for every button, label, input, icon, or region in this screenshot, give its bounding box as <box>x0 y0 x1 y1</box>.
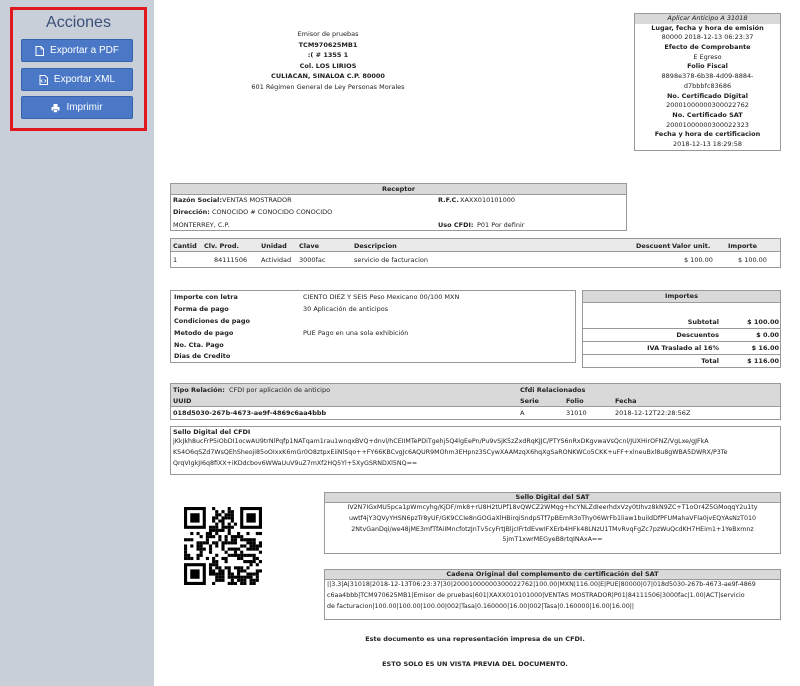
item-cantidad: 1 <box>173 256 178 264</box>
razon-social-label: Razón Social: <box>173 196 222 204</box>
actions-panel <box>10 7 147 131</box>
subtotal-label: Subtotal <box>687 318 719 326</box>
sidebar <box>0 0 154 686</box>
folio-label: Folio <box>566 397 584 405</box>
cert-date-value: 2018-12-13 18:29:58 <box>672 139 743 148</box>
cadena-line-2: c6aa4bbb|TCM970625MB1|Emisor de pruebas|601|XAXX010101000|VENTAS MOSTRADOR|P01|84111506|3000fac|1.00|ACT|servicio <box>327 591 745 599</box>
cadena-original-label: Cadena Original del complemento de certificación del SAT <box>325 570 780 580</box>
item-clave-producto: 84111506 <box>214 256 248 264</box>
cadena-line-3: de facturacion|100.00|100.00|100.00|002|Tasa|0.160000|16.00|002|Tasa|0.160000|16.00|16.00|| <box>327 602 634 610</box>
sello-sat-line-3: 2NtvGanDqi/we48jME3mfTfAiIMncfotzJnTv5cyFrtJBljcIFrtdEvwIFXErb4HFk48LNzU1TMvRvqFgZc7pzWuQcdKH7HEim1+1YeBxmnz <box>351 525 754 533</box>
payment-label-metodo: Metodo de pago <box>174 329 234 337</box>
sello-cfdi-text <box>173 437 779 469</box>
export-xml-button[interactable] <box>21 68 133 91</box>
sello-sat-text <box>326 503 779 546</box>
sello-cfdi-line-2: KS4O6qSZd7WsQEhSheoji85oOIxxK6mGr0O8ztpxEiiNlSqo++FY66KBCvgJc6AQUR9MOhm3EHpnz3SCywXAAMzqX6hqXgSaRONKWCo5CKK+uFF+xlneuBxl8u8gWBA5DWRX/P3Te <box>173 448 728 456</box>
payment-value-importe-letra: CIENTO DIEZ Y SEIS Peso Mexicano 00/100 MXN <box>303 293 460 301</box>
city-value: MONTERREY, C.P. <box>173 221 230 229</box>
payment-label-forma: Forma de pago <box>174 305 229 313</box>
file-pdf-icon <box>35 46 44 56</box>
direccion-value: CONOCIDO # CONOCIDO CONOCIDO <box>212 208 333 216</box>
sello-sat-line-4: 5jmT1xwrMEGyeB8rtqINAxA== <box>502 536 603 544</box>
invoice-type-header: Aplicar Anticipo A 31018 <box>635 14 780 24</box>
folio-value: 31010 <box>566 409 587 417</box>
item-valor-unitario: $ 100.00 <box>684 256 713 264</box>
sello-sat-line-2: uwtf4jY3QVyYHSN6pzTr8yUF/GK9CCIe8nGOGaXlHBirqiSndpSTf7pBEmR3oThy06WrFb1liaw1buildDfPFUMahaVFla0jvEQYAsNzT010 <box>348 514 757 522</box>
folio-fiscal-label: Folio Fiscal <box>687 62 728 71</box>
total-label: Total <box>701 357 719 365</box>
fecha-label: Fecha <box>615 397 637 405</box>
direccion-label: Dirección: <box>173 208 210 216</box>
subtotal-value: $ 100.00 <box>747 318 779 326</box>
footer-note: Este documento es una representación impresa de un CFDI. <box>365 635 585 643</box>
footer-preview-note: ESTO SOLO ES UN VISTA PREVIA DEL DOCUMENTO. <box>382 660 568 668</box>
tipo-relacion-value: CFDI por aplicación de anticipo <box>229 386 331 394</box>
total-value: $ 116.00 <box>747 357 779 365</box>
invoice-info-box <box>634 13 781 151</box>
item-descripcion: servicio de facturacion <box>354 256 428 264</box>
issuer-colony: Col. LOS LIRIOS <box>299 61 357 70</box>
issuer-address: :( # 1355 1 <box>307 51 349 60</box>
payment-value-forma: 30 Aplicación de anticipos <box>303 305 389 313</box>
issuer-name: Emisor de pruebas <box>297 30 359 38</box>
totals-header: Importes <box>583 291 780 303</box>
receptor-header: Receptor <box>171 184 626 195</box>
rfc-label: R.F.C. <box>438 196 459 204</box>
folio-fiscal-value-2: d7bbbfc83686 <box>683 81 732 90</box>
emission-place-label: Lugar, fecha y hora de emisión <box>651 23 764 32</box>
issuer-block <box>228 29 428 93</box>
col-clave: Clave <box>299 242 320 250</box>
export-xml-label: Exportar XML <box>53 74 116 85</box>
cfdi-relacionados-label: Cfdi Relacionados <box>520 386 586 394</box>
folio-fiscal-value-1: 8898e378-6b38-4d09-8884- <box>661 72 754 81</box>
printer-icon <box>51 103 60 113</box>
totals-divider <box>583 354 780 355</box>
payment-label-condiciones: Condiciones de pago <box>174 317 250 325</box>
effect-value: E Egreso <box>693 52 722 61</box>
issuer-rfc: TCM970625MB1 <box>298 40 358 49</box>
sello-cfdi-line-1: jKkJkh8ucFrP5iObDI1ocwAU9trNlPqfp1NATqam1rau1wnqxBVQ+dnvl/hCEIIMTePDiTgehj5Q4lgEePn/Pu9vSjK5zZxdRqKJJC/PTYS6nRxDKgvwaVsQcnl/JUXHirOFNZ/VgLxe/gJFkA <box>173 438 709 445</box>
print-label: Imprimir <box>66 102 103 113</box>
rfc-value: XAXX010101000 <box>460 196 516 204</box>
totals-divider <box>583 328 780 329</box>
issuer-city: CULIACAN, SINALOA C.P. 80000 <box>271 72 385 81</box>
totals-divider <box>583 341 780 342</box>
payment-label-importe-letra: Importe con letra <box>174 293 238 301</box>
effect-label: Efecto de Comprobante <box>664 43 751 52</box>
uso-cfdi-label: Uso CFDI: <box>438 221 474 229</box>
export-pdf-button[interactable] <box>21 39 133 62</box>
descuentos-label: Descuentos <box>676 331 719 339</box>
payment-label-cuenta: No. Cta. Pago <box>174 341 224 349</box>
razon-social-value: VENTAS MOSTRADOR <box>222 196 292 204</box>
col-cantidad: Cantid <box>173 242 197 250</box>
descuentos-value: $ 0.00 <box>756 331 779 339</box>
cert-digital-label: No. Certificado Digital <box>666 91 749 100</box>
payment-label-credito: Dias de Credito <box>174 352 231 360</box>
sello-sat-label: Sello Digital del SAT <box>325 493 780 503</box>
cadena-line-1: ||3.3|A|31018|2018-12-13T06:23:37|30|20001000000300022762|100.00|MXN|116.00|E|PUE|80000|07|018d5030-267b-4673-ae9f-4869 <box>327 581 756 588</box>
emission-place-value: 80000 2018-12-13 06:23:37 <box>661 33 754 42</box>
col-valor-unitario: Valor unit. <box>672 242 711 250</box>
uso-cfdi-value: P01 Por definir <box>477 221 525 229</box>
col-importe: Importe <box>728 242 758 250</box>
sello-cfdi-label: Sello Digital del CFDI <box>173 428 251 436</box>
cadena-original-text <box>327 580 779 612</box>
uuid-label: UUID <box>173 397 192 405</box>
sello-sat-line-1: IV2N7IGxMU5pca1pWmcyhg/KjDF/mk8+rU8H2tUPf18vQWCZ2WMqg+hcYNLZdIeerhdxVzy0tIhvz8kN9ZC+T1oOr4Z5GMoqqY2u1ty <box>347 504 758 511</box>
serie-value: A <box>520 409 525 417</box>
payment-value-metodo: PUE Pago en una sola exhibición <box>303 329 409 337</box>
export-pdf-label: Exportar a PDF <box>50 45 119 56</box>
cert-date-label: Fecha y hora de certificacion <box>654 130 761 139</box>
iva-label: IVA Traslado al 16% <box>647 344 719 352</box>
serie-label: Serie <box>520 397 539 405</box>
col-descuento: Descuent <box>636 242 671 250</box>
issuer-regime: 601 Régimen General de Ley Personas Morales <box>251 82 405 91</box>
receptor-box <box>170 183 627 231</box>
print-button[interactable] <box>21 96 133 119</box>
qr-code-image <box>184 507 262 585</box>
cert-sat-label: No. Certificado SAT <box>672 110 743 119</box>
cert-sat-value: 20001000000300022323 <box>666 120 749 129</box>
iva-value: $ 16.00 <box>751 344 779 352</box>
uuid-value: 018d5030-267b-4673-ae9f-4869c6aa4bbb <box>173 409 327 417</box>
item-clave: 3000fac <box>299 256 326 264</box>
fecha-value: 2018-12-12T22:28:56Z <box>615 409 691 417</box>
actions-title: Acciones <box>46 14 111 31</box>
col-clave-producto: Clv. Prod. <box>204 242 239 250</box>
item-unidad: Actividad <box>261 256 292 264</box>
tipo-relacion-label: Tipo Relación: <box>173 386 225 394</box>
item-importe: $ 100.00 <box>738 256 767 264</box>
col-unidad: Unidad <box>261 242 287 250</box>
col-descripcion: Descripcion <box>354 242 397 250</box>
cert-digital-value: 20001000000300022762 <box>666 101 749 110</box>
file-code-icon <box>39 75 48 85</box>
sello-cfdi-line-3: QrqVIgkJI6q8fiXX+iKDdcbov6WWaUuV9uZ7mXf2HQ5Yl+5XyGSRNDXl5NQ== <box>173 459 418 467</box>
